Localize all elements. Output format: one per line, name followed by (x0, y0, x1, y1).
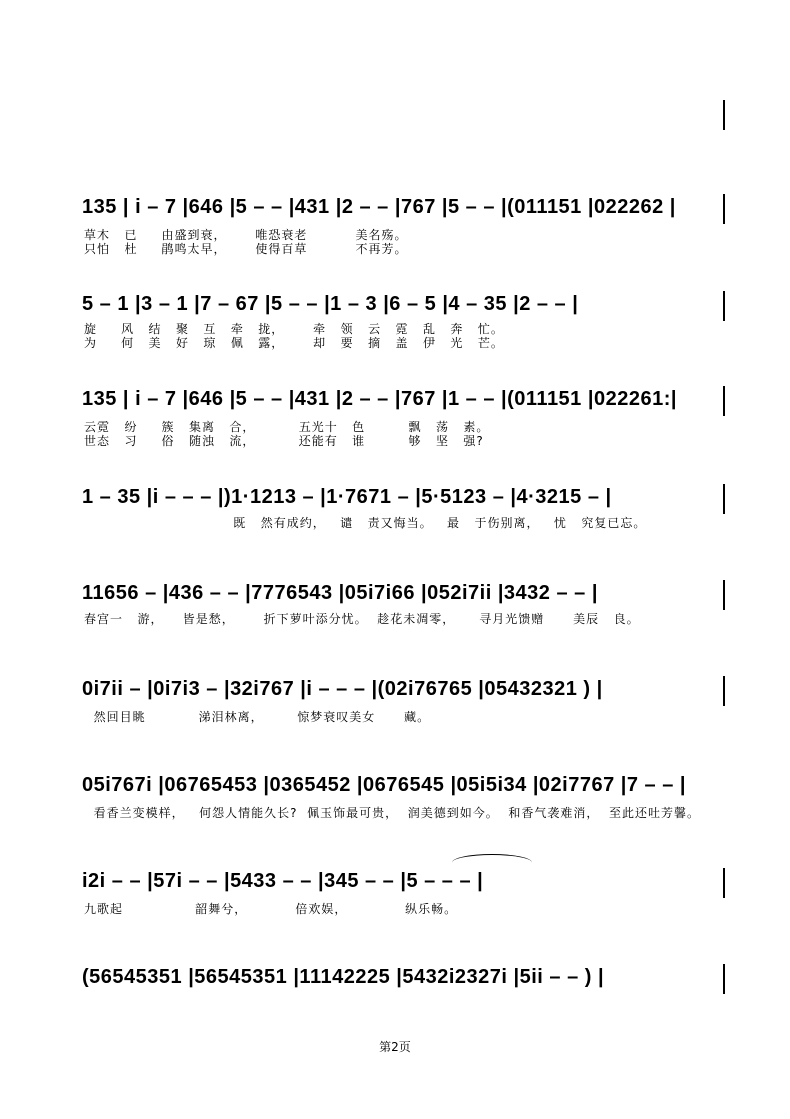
lyric-line-1: 看香兰变模样， 何怨人情能久长? 佩玉饰最可贵， 润美德到如今。 和香气袭难消， 至此还吐芳馨。 (84, 806, 700, 820)
end-barline (723, 386, 725, 416)
lyric-line-1: 云霓 纷 簇 集离 合， 五光十 色 飘 荡 素。 (84, 420, 490, 434)
page-number: 第2页 (379, 1040, 411, 1054)
notes-line: 11656 – |436 – – |7776543 |05i7i66 |052i7ii |3432 – – | (82, 582, 598, 604)
lyric-line-1: 既 然有成约， 谴 责又悔当。 最 于伤别离， 忧 究复已忘。 (84, 516, 647, 530)
top-barline (723, 100, 725, 130)
lyric-line-1: 然回目眺 涕泪林离， 惊梦衰叹美女 藏。 (84, 710, 431, 724)
lyric-line-2: 只怕 杜 鹃鸣太早， 使得百草 不再芳。 (84, 242, 408, 256)
lyric-line-2: 世态 习 俗 随浊 流， 还能有 谁 够 坚 强? (84, 434, 484, 448)
lyric-line-1: 旋 风 结 聚 互 牵 拢， 牵 领 云 霓 乱 奔 忙。 (84, 322, 504, 336)
notes-line: 0i7ii – |0i7i3 – |32i767 |i – – – |(02i76765 |05432321 ) | (82, 678, 603, 700)
lyric-line-1: 九歌起 韶舞兮， 倍欢娱， 纵乐畅。 (84, 902, 458, 916)
notes-line: 5 – 1 |3 – 1 |7 – 67 |5 – – |1 – 3 |6 – 5 |4 – 35 |2 – – | (82, 293, 579, 315)
notes-line: 135 | i – 7 |646 |5 – – |431 |2 – – |767 |1 – – |(011151 |022261:| (82, 388, 677, 410)
lyric-line-2: 为 何 美 好 琼 佩 露， 却 要 摘 盖 伊 光 芒。 (84, 336, 504, 350)
end-barline (723, 964, 725, 994)
end-barline (723, 868, 725, 898)
notes-line: i2i – – |57i – – |5433 – – |345 – – |5 – – – | (82, 870, 484, 892)
end-barline (723, 676, 725, 706)
notes-line: 135 | i – 7 |646 |5 – – |431 |2 – – |767 |5 – – |(011151 |022262 | (82, 196, 676, 218)
notes-line: (56545351 |56545351 |11142225 |5432i2327i |5ii – – ) | (82, 966, 605, 988)
end-barline (723, 291, 725, 321)
end-barline (723, 194, 725, 224)
lyric-line-1: 草木 已 由盛到衰， 唯恐衰老 美名殇。 (84, 228, 408, 242)
end-barline (723, 484, 725, 514)
notes-line: 1 – 35 |i – – – |)1·1213 – |1·7671 – |5·5123 – |4·3215 – | (82, 486, 612, 508)
slur (452, 854, 532, 871)
notes-line: 05i767i |06765453 |0365452 |0676545 |05i5i34 |02i7767 |7 – – | (82, 774, 687, 796)
end-barline (723, 580, 725, 610)
lyric-line-1: 春宫一 游， 皆是愁， 折下萝叶添分忧。 趁花未凋零， 寻月光馈赠 美辰 良。 (84, 612, 640, 626)
